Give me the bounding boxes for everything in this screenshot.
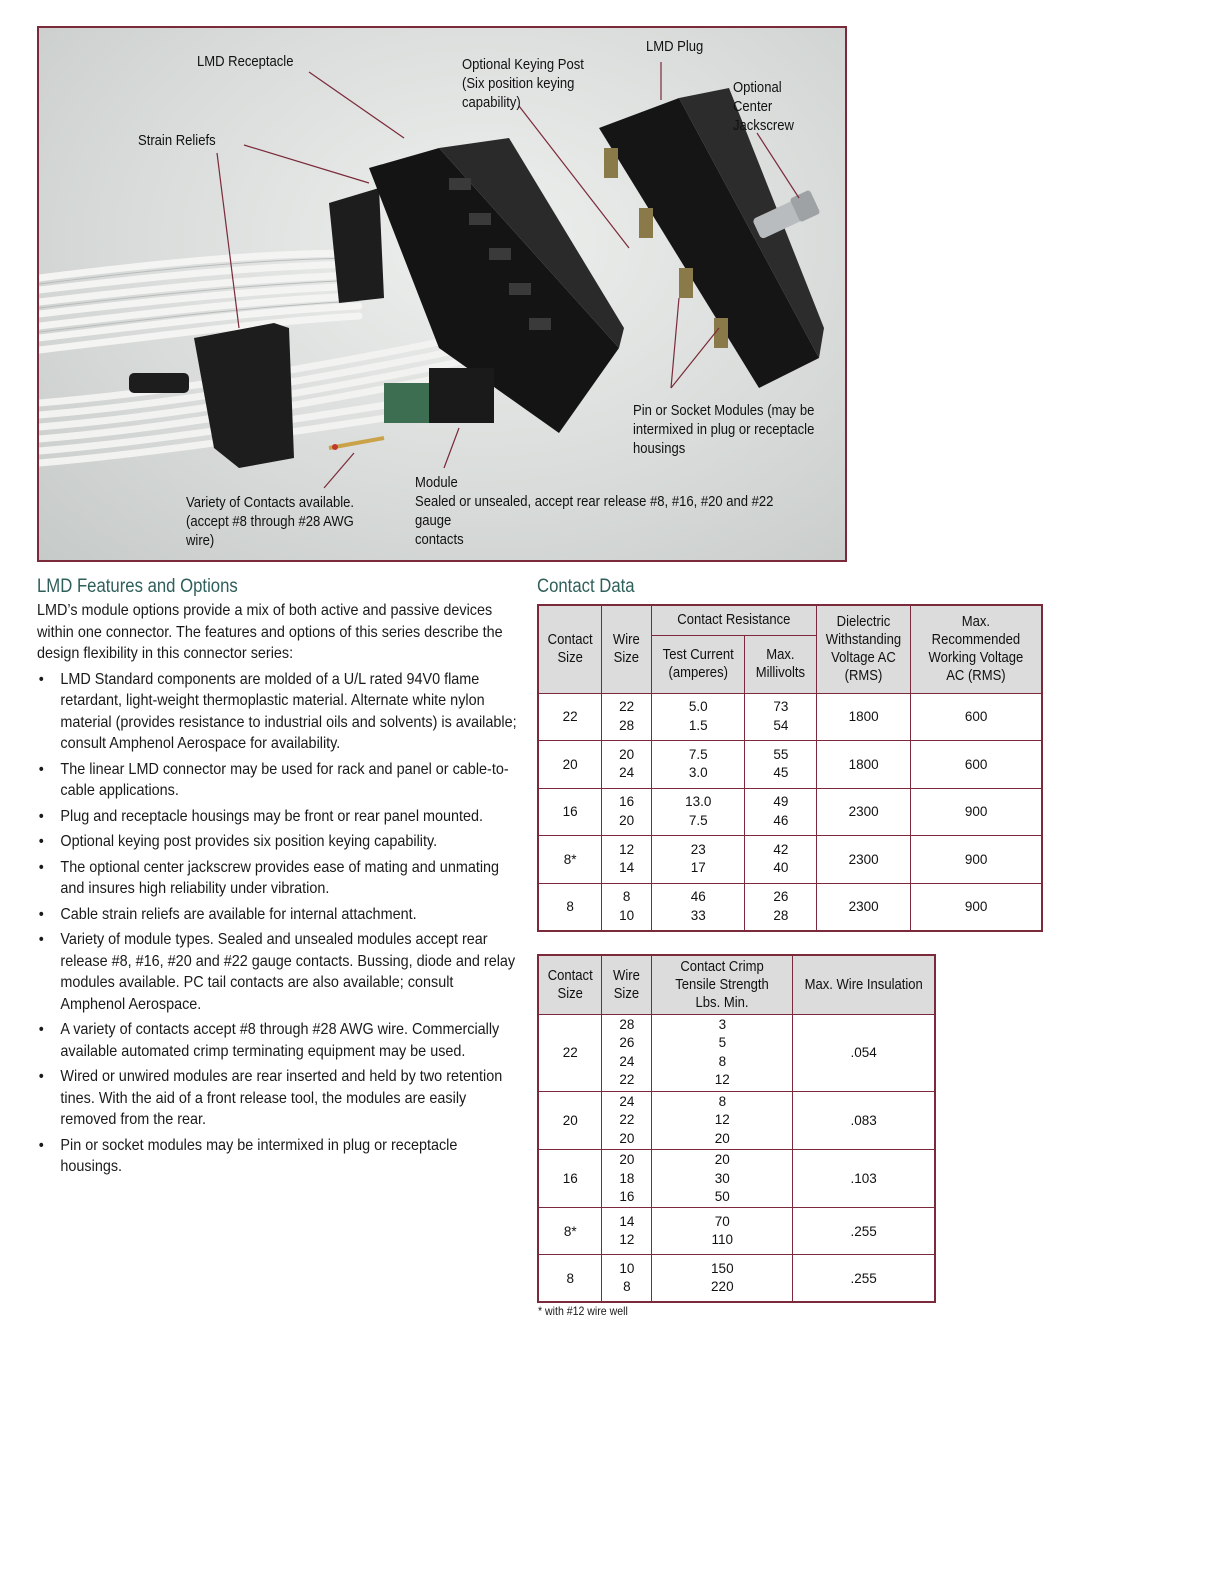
contact-size-cell: 8* (538, 836, 602, 884)
wire-bundle-upper (39, 253, 359, 350)
header-test-current: Test Current (amperes) (652, 635, 745, 693)
features-body (37, 600, 519, 1182)
contact-size-cell: 22 (538, 1014, 602, 1091)
feature-item: • Variety of module types. Sealed and unsealed modules accept rear release #8, #16, #20 and #22 gauge contacts. Bussing, diode and relay modules available. PC tail contacts are also available; consult Amphenol Aerospace. (37, 929, 519, 1015)
contact-size-cell: 16 (538, 1150, 602, 1208)
contact-resistance-table (537, 604, 1043, 932)
header-wire-size: Wire Size (602, 605, 652, 693)
contact-size-cell: 16 (538, 788, 602, 836)
test-current-cell: 13.0 7.5 (652, 788, 745, 836)
header-contact-size: Contact Size (538, 605, 602, 693)
dielectric-cell: 2300 (817, 836, 911, 884)
max-insulation-cell: .054 (793, 1014, 935, 1091)
contact-pin-shape (329, 438, 384, 450)
header-contact-resistance: Contact Resistance (652, 605, 817, 635)
callout-pin-socket-modules: Pin or Socket Modules (may be intermixed in plug or receptacle housings (633, 403, 815, 457)
feature-item: • Plug and receptacle housings may be front or rear panel mounted. (37, 806, 519, 828)
table-row (538, 693, 1042, 741)
contact-resistance-rows (538, 693, 1042, 931)
dielectric-cell: 1800 (817, 741, 911, 789)
crimp-tensile-cell: 8 12 20 (652, 1091, 793, 1149)
wire-size-cell: 10 8 (602, 1255, 652, 1302)
contact-size-cell: 20 (538, 741, 602, 789)
working-voltage-cell: 900 (911, 883, 1042, 931)
contact-data-title: Contact Data (537, 576, 635, 597)
max-insulation-cell: .255 (793, 1208, 935, 1255)
wire-size-cell: 20 24 (602, 741, 652, 789)
wire-size-cell: 12 14 (602, 836, 652, 884)
crimp-tensile-cell: 3 5 8 12 (652, 1014, 793, 1091)
contact-size-cell: 22 (538, 693, 602, 741)
contact-size-cell: 8* (538, 1208, 602, 1255)
max-millivolts-cell: 55 45 (745, 741, 817, 789)
feature-item: • Wired or unwired modules are rear inserted and held by two retention tines. With the aid of a front release tool, the modules are easily removed from the rear. (37, 1066, 519, 1131)
test-current-cell: 5.0 1.5 (652, 693, 745, 741)
test-current-cell: 23 17 (652, 836, 745, 884)
table-row (538, 1150, 935, 1208)
header-max-millivolts: Max. Millivolts (745, 635, 817, 693)
feature-item: • Optional keying post provides six position keying capability. (37, 831, 519, 853)
contact-size-cell: 8 (538, 883, 602, 931)
wire-size-cell: 14 12 (602, 1208, 652, 1255)
wire-size-cell: 20 18 16 (602, 1150, 652, 1208)
features-list (37, 669, 519, 1178)
dielectric-cell: 1800 (817, 693, 911, 741)
callout-module: Module Sealed or unsealed, accept rear release #8, #16, #20 and #22 gauge contacts (415, 475, 774, 548)
working-voltage-cell: 900 (911, 788, 1042, 836)
table-row (538, 883, 1042, 931)
feature-item: • A variety of contacts accept #8 through #28 AWG wire. Commercially available automated crimp terminating equipment may be used. (37, 1019, 519, 1062)
table-row (538, 1091, 935, 1149)
feature-item: • Pin or socket modules may be intermixed in plug or receptacle housings. (37, 1135, 519, 1178)
wire-size-cell: 8 10 (602, 883, 652, 931)
table-row (538, 1255, 935, 1302)
working-voltage-cell: 600 (911, 741, 1042, 789)
working-voltage-cell: 600 (911, 693, 1042, 741)
wire-size-cell: 24 22 20 (602, 1091, 652, 1149)
max-insulation-cell: .083 (793, 1091, 935, 1149)
table-row (538, 741, 1042, 789)
table-footnote: * with #12 wire well (538, 1304, 628, 1318)
features-title: LMD Features and Options (37, 576, 238, 597)
max-millivolts-cell: 26 28 (745, 883, 817, 931)
callout-contacts: Variety of Contacts available. (accept #8 through #28 AWG wire) (186, 495, 355, 549)
crimp-tensile-cell: 150 220 (652, 1255, 793, 1302)
table-row (538, 788, 1042, 836)
header-contact-size: Contact Size (538, 955, 602, 1014)
callout-strain-reliefs: Strain Reliefs (138, 133, 216, 149)
wire-size-cell: 22 28 (602, 693, 652, 741)
callout-lmd-plug: LMD Plug (646, 39, 704, 55)
feature-item: • Cable strain reliefs are available for internal attachment. (37, 904, 519, 926)
max-millivolts-cell: 73 54 (745, 693, 817, 741)
test-current-cell: 46 33 (652, 883, 745, 931)
header-max-working-voltage: Max. Recommended Working Voltage AC (RMS) (911, 605, 1042, 693)
max-insulation-cell: .255 (793, 1255, 935, 1302)
crimp-tensile-cell: 20 30 50 (652, 1150, 793, 1208)
crimp-tensile-rows (538, 1014, 935, 1302)
features-intro: LMD’s module options provide a mix of both active and passive devices within one connector. The features and options of this series describe the design flexibility in this connector series: (37, 602, 503, 662)
table-row (538, 1014, 935, 1091)
table-row (538, 1208, 935, 1255)
max-millivolts-cell: 49 46 (745, 788, 817, 836)
callout-center-jackscrew: Optional Center Jackscrew (733, 80, 794, 134)
feature-item: • LMD Standard components are molded of a U/L rated 94V0 flame retardant, light-weight thermoplastic material. Alternate white nylon material (provides resistance to industrial oils and solvents) is available; consult Amphenol Aerospace for availability. (37, 669, 519, 755)
contact-size-cell: 20 (538, 1091, 602, 1149)
crimp-tensile-cell: 70 110 (652, 1208, 793, 1255)
table-row (538, 836, 1042, 884)
max-millivolts-cell: 42 40 (745, 836, 817, 884)
feature-item: • The optional center jackscrew provides ease of mating and unmating and insures high reliability under vibration. (37, 857, 519, 900)
dielectric-cell: 2300 (817, 788, 911, 836)
connector-illustration (37, 26, 847, 562)
header-max-insulation: Max. Wire Insulation (793, 955, 935, 1014)
max-insulation-cell: .103 (793, 1150, 935, 1208)
contact-size-cell: 8 (538, 1255, 602, 1302)
dielectric-cell: 2300 (817, 883, 911, 931)
crimp-tensile-table (537, 954, 936, 1303)
test-current-cell: 7.5 3.0 (652, 741, 745, 789)
working-voltage-cell: 900 (911, 836, 1042, 884)
feature-item: • The linear LMD connector may be used for rack and panel or cable-to-cable applications. (37, 759, 519, 802)
wire-size-cell: 16 20 (602, 788, 652, 836)
wire-size-cell: 28 26 24 22 (602, 1014, 652, 1091)
callout-keying-post: Optional Keying Post (Six position keying capability) (462, 57, 584, 111)
callout-lmd-receptacle: LMD Receptacle (197, 54, 294, 70)
header-dielectric: Dielectric Withstanding Voltage AC (RMS) (817, 605, 911, 693)
header-crimp-tensile: Contact Crimp Tensile Strength Lbs. Min. (652, 955, 793, 1014)
header-wire-size: Wire Size (602, 955, 652, 1014)
